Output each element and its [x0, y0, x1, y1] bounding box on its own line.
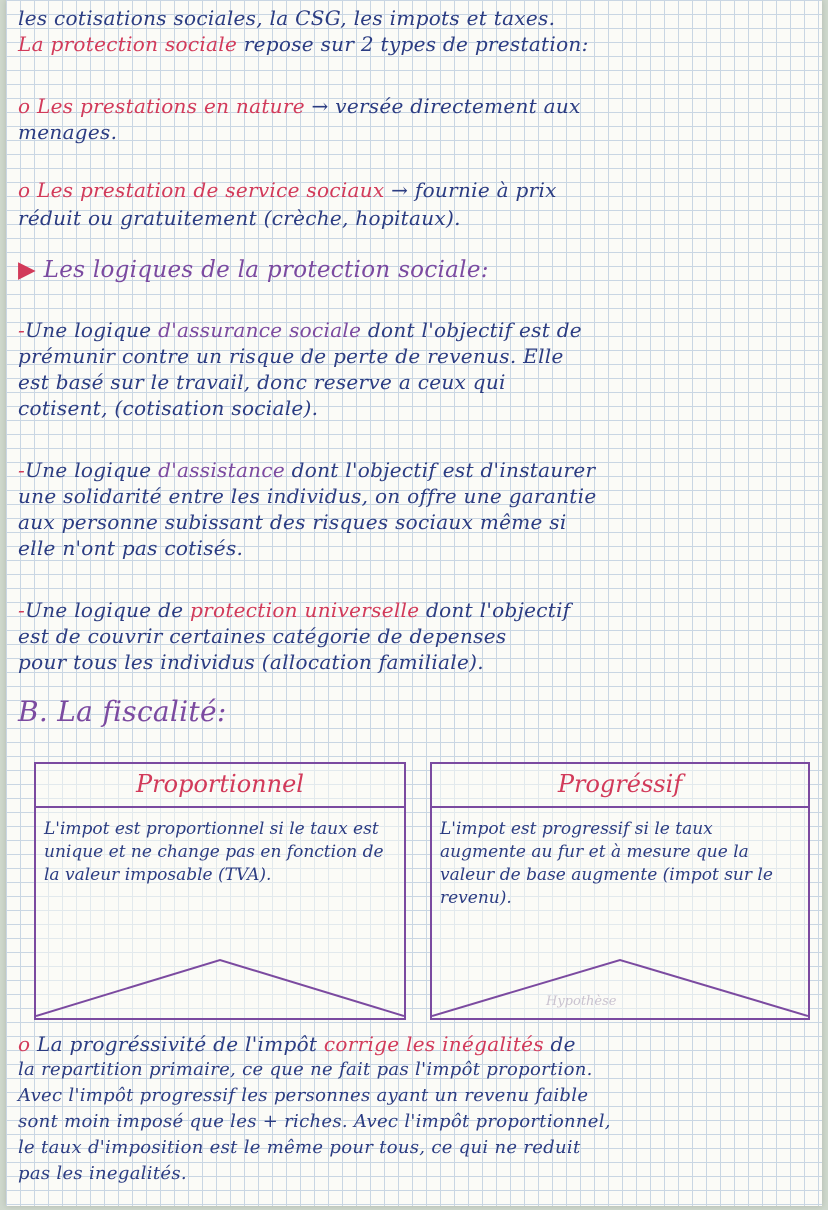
para-universelle-1: -Une logique de protection universelle dont l'objectif [18, 598, 571, 622]
para-universelle-3: pour tous les individus (allocation familiale). [18, 650, 484, 674]
para-universelle-2: est de couvrir certaines catégorie de depenses [18, 624, 507, 648]
conclusion-1: o La progréssivité de l'impôt corrige les inégalités de [18, 1032, 576, 1056]
heading-fiscalite: B. La fiscalité: [18, 695, 227, 728]
conclusion-3: Avec l'impôt progressif les personnes ayant un revenu faible [18, 1085, 589, 1106]
bullet-prestations-nature-cont: menages. [18, 120, 118, 144]
conclusion-2: la repartition primaire, ce que ne fait pas l'impôt proportion. [18, 1059, 593, 1080]
box-progressif [430, 762, 810, 1020]
box-proportionnel-title: Proportionnel [36, 764, 404, 808]
para-assurance-1: -Une logique d'assurance sociale dont l'objectif est de [18, 318, 582, 342]
para-assistance-1: -Une logique d'assistance dont l'objectif est d'instaurer [18, 458, 596, 482]
bullet-prestations-nature: o Les prestations en nature → versée directement aux [18, 94, 581, 118]
bullet-prestations-service-cont: réduit ou gratuitement (crèche, hopitaux). [18, 206, 461, 230]
arrow-bullet-icon: ▶ [18, 257, 36, 283]
box-progressif-body: L'impot est progressif si le taux augmente au fur et à mesure que la valeur de base augmente (impot sur le revenu). [440, 819, 773, 908]
line-2: La protection sociale repose sur 2 types de prestation: [18, 32, 589, 56]
para-assurance-4: cotisent, (cotisation sociale). [18, 396, 319, 420]
box-proportionnel-body: L'impot est proportionnel si le taux est unique et ne change pas en fonction de la valeur imposable (TVA). [44, 819, 384, 885]
box-progressif-title: Progréssif [432, 764, 808, 808]
conclusion-5: le taux d'imposition est le même pour tous, ce qui ne reduit [18, 1137, 581, 1158]
para-assistance-4: elle n'ont pas cotisés. [18, 536, 244, 560]
bullet-prestations-service: o Les prestation de service sociaux → fournie à prix [18, 178, 557, 202]
chevron-decoration-left [36, 958, 404, 1018]
box-proportionnel [34, 762, 406, 1020]
notebook-page [6, 0, 822, 1206]
conclusion-6: pas les inegalités. [18, 1163, 187, 1184]
para-assurance-3: est basé sur le travail, donc reserve a ceux qui [18, 370, 506, 394]
conclusion-4: sont moin imposé que les + riches. Avec l'impôt proportionnel, [18, 1111, 611, 1132]
heading-logiques: ▶ Les logiques de la protection sociale: [18, 257, 489, 283]
faint-annotation: Hypothèse [546, 994, 617, 1009]
line-1: les cotisations sociales, la CSG, les impots et taxes. [18, 6, 556, 30]
chevron-decoration-right [432, 958, 808, 1018]
para-assistance-3: aux personne subissant des risques sociaux même si [18, 510, 567, 534]
para-assistance-2: une solidarité entre les individus, on offre une garantie [18, 484, 597, 508]
para-assurance-2: prémunir contre un risque de perte de revenus. Elle [18, 344, 564, 368]
